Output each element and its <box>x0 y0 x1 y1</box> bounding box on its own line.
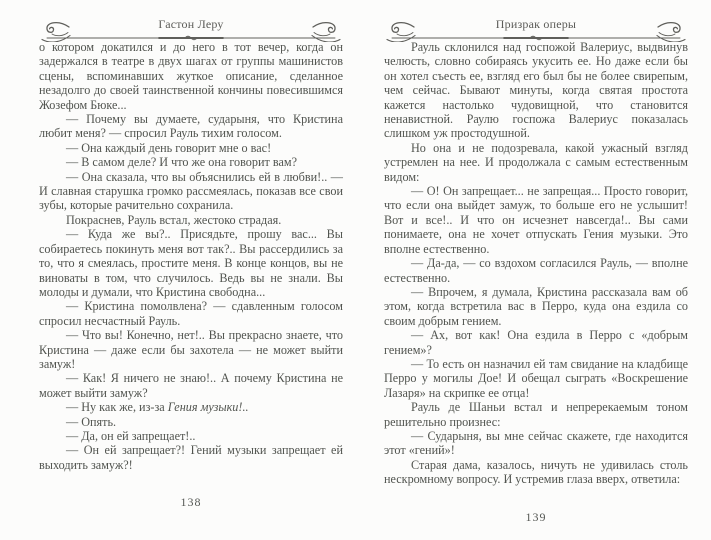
running-head-title: Призрак оперы <box>495 17 577 31</box>
paragraph: Покраснев, Рауль встал, жестоко страдая. <box>66 212 282 227</box>
paragraph: — Она сказала, что вы объяснились ей в любви!.. — И славная старушка громко рассмеялась, показав все свои зубы, которые рачительно сохранила. <box>39 169 343 213</box>
paragraph: Рауль склонился над госпожой Валериус, выдвинув челюсть, словно собираясь укусить ее. Но даже если бы он хотел съесть ее, взгляд его был бы не более свирепым, чем сейчас. Бывают минуты, когда святая простота кажется настолько чудовищной, что становится ненавистной. Раулю госпожа Валериус показалась слишком уж простодушной. <box>384 40 688 141</box>
paragraph: — Кристина помолвлена? — сдавленным голосом спросил несчастный Рауль. <box>39 299 343 328</box>
paragraph: — Куда же вы?.. Присядьте, прошу вас... Вы собираетесь покинуть меня вот так?.. Вы рассердились за то, что я смеялась, простите меня. В конце концов, вы не виноваты в том, что случилось. Ведь вы не знали. Вы молоды и думали, что Кристина свободна... <box>39 227 343 299</box>
header-flourish-left-icon <box>42 23 70 42</box>
paragraph: — Что вы! Конечно, нет!.. Вы прекрасно знаете, что Кристина — даже если бы захотела — не может выйти замуж! <box>39 328 343 371</box>
page-text-right <box>384 40 688 487</box>
paragraph: о котором докатился и до него в тот вечер, когда он задержался в театре в двух шагах от группы машинистов сцены, вспоминавших жуткое описание, сделанное незадолго до своей таинственной кончины повесившимся Жозефом Бюке... <box>39 40 343 112</box>
page-text-left <box>39 40 343 472</box>
paragraph: — О! Он запрещает... не запрещая... Просто говорит, что если она выйдет замуж, то больше его не услышит! Вот и все!.. И что он исчезнет навсегда!.. Вы сами понимаете, она не хочет отпускать Гения музыки. Это вполне естественно. <box>384 184 688 256</box>
running-head-title: Гастон Леру <box>158 17 224 31</box>
paragraph: — В самом деле? И что же она говорит вам? <box>66 155 298 170</box>
header-flourish-left-icon <box>387 23 415 42</box>
header-ornament-rule <box>384 18 688 42</box>
paragraph: — Как! Я ничего не знаю!.. А почему Кристина не может выйти замуж? <box>39 371 343 400</box>
page-number-right: 139 <box>525 509 547 524</box>
paragraph: — Почему вы думаете, сударыня, что Кристина любит меня? — спросил Рауль тихим голосом. <box>39 112 343 141</box>
paragraph: Старая дама, казалось, ничуть не удивилась столь нескромному вопросу. И устремив глаза вверх, ответила: <box>384 457 688 487</box>
paragraph: — Ну как же, из-за Гения музыки!.. <box>66 400 249 415</box>
paragraph: — Да-да, — со вздохом согласился Рауль, — вполне естественно. <box>384 256 688 285</box>
page-right <box>384 10 688 530</box>
header-flourish-right-icon <box>312 23 340 42</box>
running-head-right <box>384 10 688 40</box>
paragraph: — Она каждый день говорит мне о вас! <box>66 140 272 155</box>
page-number-left: 138 <box>180 495 202 510</box>
paragraph: — Впрочем, я думала, Кристина рассказала вам об этом, когда встретила вас в Перро, куда она ездила со своим добрым гением. <box>384 284 688 328</box>
paragraph: — Он ей запрещает?! Гений музыки запрещает ей выходить замуж?! <box>39 443 343 472</box>
paragraph: Рауль де Шаньи встал и непререкаемым тоном решительно произнес: <box>384 400 688 429</box>
page-left <box>39 10 343 530</box>
paragraph: — Ах, вот как! Она ездила в Перро с «добрым гением»? <box>384 328 688 357</box>
header-ornament-rule <box>39 18 343 42</box>
paragraph: — Да, он ей запрещает!.. <box>66 428 196 443</box>
paragraph: — Опять. <box>66 414 117 429</box>
paragraph: Но она и не подозревала, какой ужасный взгляд устремлен на нее. И продолжала с самым естественным видом: <box>384 140 688 184</box>
paragraph: — То есть он назначил ей там свидание на кладбище Перро у могилы Дое! И обещал сыграть «Воскрешение Лазаря» на скрипке ее отца! <box>384 356 688 400</box>
running-head-left <box>39 10 343 40</box>
paragraph: — Сударыня, вы мне сейчас скажете, где находится этот «гений»! <box>384 428 688 458</box>
header-flourish-right-icon <box>657 23 685 42</box>
